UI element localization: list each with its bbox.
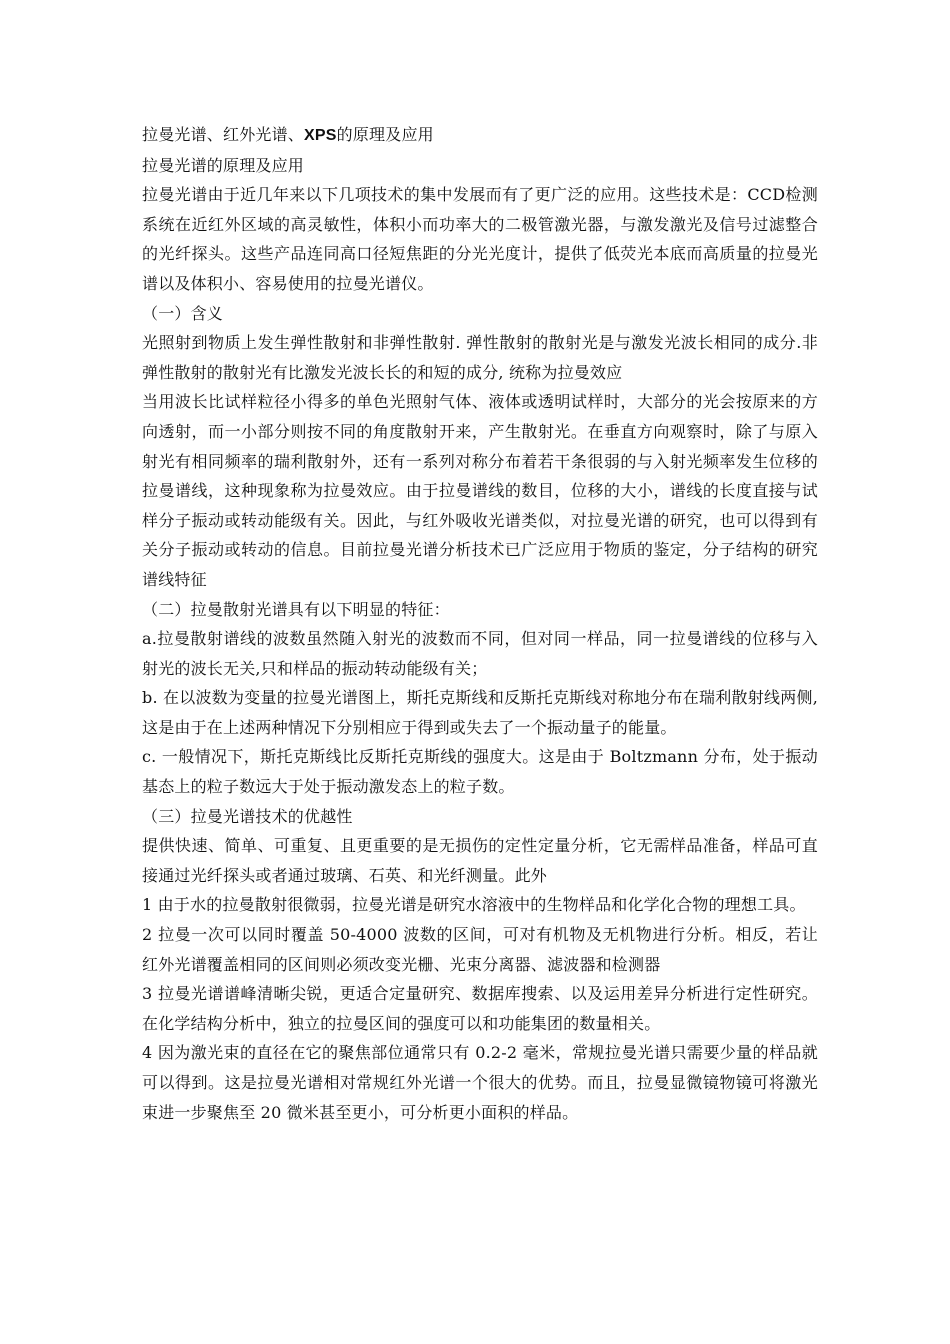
section-1-paragraph-2: 当用波长比试样粒径小得多的单色光照射气体、液体或透明试样时，大部分的光会按原来的方向透射，而一小部分则按不同的角度散射开来，产生散射光。在垂直方向观察时，除了与原入射光有相同频率的瑞利散射外，还有一系列对称分布着若干条很弱的与入射光频率发生位移的拉曼谱线，这种现象称为拉曼效应。由于拉曼谱线的数目，位移的大小，谱线的长度直接与试样分子振动或转动能级有关。因此，与红外吸收光谱类似，对拉曼光谱的研究，也可以得到有关分子振动或转动的信息。目前拉曼光谱分析技术已广泛应用于物质的鉴定，分子结构的研究谱线特征: [142, 392, 818, 589]
section-3-paragraph: 提供快速、简单、可重复、且更重要的是无损伤的定性定量分析，它无需样品准备，样品可直接通过光纤探头或者通过玻璃、石英、和光纤测量。此外: [142, 836, 818, 885]
section-3-item-2: 2 拉曼一次可以同时覆盖 50-4000 波数的区间，可对有机物及无机物进行分析。相反，若让红外光谱覆盖相同的区间则必须改变光栅、光束分离器、滤波器和检测器: [142, 925, 818, 974]
section-1-paragraph-1: 光照射到物质上发生弹性散射和非弹性散射. 弹性散射的散射光是与激发光波长相同的成分.非弹性散射的散射光有比激发光波长长的和短的成分, 统称为拉曼效应: [142, 333, 818, 382]
section-2-item-a: a.拉曼散射谱线的波数虽然随入射光的波数而不同，但对同一样品，同一拉曼谱线的位移与入射光的波长无关,只和样品的振动转动能级有关；: [142, 629, 818, 678]
section-2-heading: （二）拉曼散射光谱具有以下明显的特征：: [142, 599, 450, 619]
title-suffix: 的原理及应用: [336, 125, 434, 144]
title-xps: XPS: [304, 127, 337, 144]
section-2-item-b: b. 在以波数为变量的拉曼光谱图上，斯托克斯线和反斯托克斯线对称地分布在瑞利散射线两侧, 这是由于在上述两种情况下分别相应于得到或失去了一个振动量子的能量。: [142, 688, 818, 737]
document-subtitle: 拉曼光谱的原理及应用: [142, 155, 305, 175]
title-prefix: 拉曼光谱、红外光谱、: [142, 125, 305, 144]
document-title: [142, 120, 818, 151]
document-body: [142, 120, 818, 1127]
section-3-item-3: 3 拉曼光谱谱峰清晰尖锐，更适合定量研究、数据库搜索、以及运用差异分析进行定性研究。在化学结构分析中，独立的拉曼区间的强度可以和功能集团的数量相关。: [142, 984, 818, 1033]
intro-paragraph: 拉曼光谱由于近几年来以下几项技术的集中发展而有了更广泛的应用。这些技术是：CCD检测系统在近红外区域的高灵敏性，体积小而功率大的二极管激光器，与激发激光及信号过滤整合的光纤探头。这些产品连同高口径短焦距的分光光度计，提供了低荧光本底而高质量的拉曼光谱以及体积小、容易使用的拉曼光谱仪。: [142, 185, 818, 293]
section-3-item-4: 4 因为激光束的直径在它的聚焦部位通常只有 0.2-2 毫米，常规拉曼光谱只需要少量的样品就可以得到。这是拉曼光谱相对常规红外光谱一个很大的优势。而且，拉曼显微镜物镜可将激光束进一步聚焦至 20 微米甚至更小，可分析更小面积的样品。: [142, 1043, 818, 1122]
section-1-heading: （一）含义: [142, 303, 224, 323]
section-3-item-1: 1 由于水的拉曼散射很微弱，拉曼光谱是研究水溶液中的生物样品和化学化合物的理想工具。: [142, 895, 806, 915]
section-3-heading: （三）拉曼光谱技术的优越性: [142, 806, 353, 826]
section-2-item-c: c. 一般情况下，斯托克斯线比反斯托克斯线的强度大。这是由于 Boltzmann 分布，处于振动基态上的粒子数远大于处于振动激发态上的粒子数。: [142, 747, 818, 797]
